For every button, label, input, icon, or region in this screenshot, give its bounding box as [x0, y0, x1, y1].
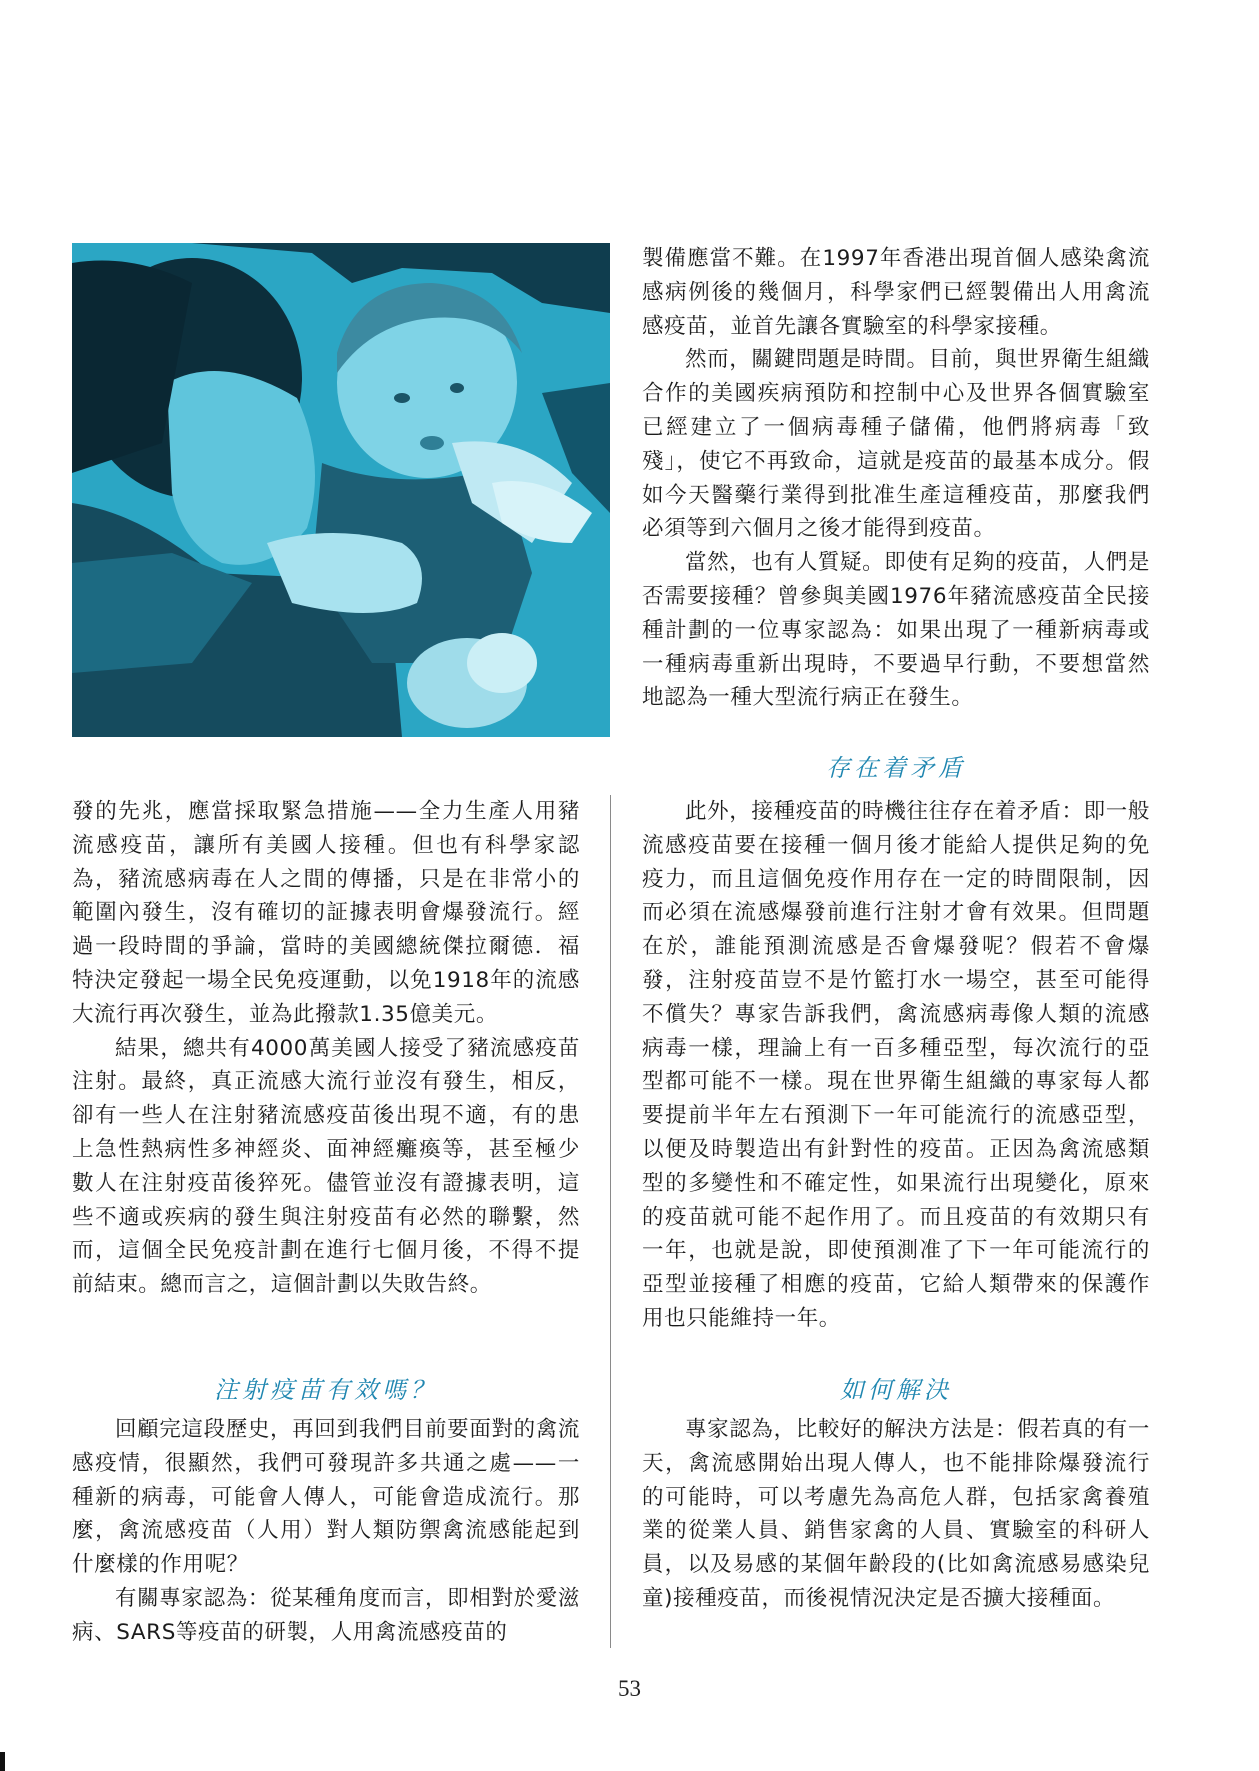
paragraph: 專家認為，比較好的解決方法是：假若真的有一天，禽流感開始出現人傳人，也不能排除爆發流行的可能時，可以考慮先為高危人群，包括家禽養殖業的從業人員、銷售家禽的人員、實驗室的科研人員，以及易感的某個年齡段的(比如禽流感易感染兒童)接種疫苗，而後視情況決定是否擴大接種面。 [642, 1417, 1150, 1611]
paragraph: 結果，總共有4000萬美國人接受了豬流感疫苗注射。最終，真正流感大流行並沒有發生，相反，卻有一些人在注射豬流感疫苗後出現不適，有的患上急性熱病性多神經炎、面神經癱瘓等，甚至極少數人在注射疫苗後猝死。儘管並沒有證據表明，這些不適或疾病的發生與注射疫苗有必然的聯繫，然而，這個全民免疫計劃在進行七個月後，不得不提前結束。總而言之，這個計劃以失敗告終。 [72, 1035, 580, 1298]
left-column-lower [72, 795, 580, 1302]
paragraph: 回顧完這段歷史，再回到我們目前要面對的禽流感疫情，很顯然，我們可發現許多共通之處——一種新的病毒，可能會人傳人，可能會造成流行。那麼，禽流感疫苗（人用）對人類防禦禽流感能起到什麼樣的作用呢？ [72, 1417, 580, 1578]
paragraph: 有關專家認為：從某種角度而言，即相對於愛滋病、SARS等疫苗的研製，人用禽流感疫苗的 [72, 1585, 580, 1645]
page-number: 53 [618, 1676, 641, 1701]
scan-edge-mark [0, 1752, 5, 1771]
photo-illustration [72, 243, 610, 737]
paragraph: 然而，關鍵問題是時間。目前，與世界衛生組織合作的美國疾病預防和控制中心及世界各個實驗室已經建立了一個病毒種子儲備，他們將病毒「致殘」，使它不再致命，這就是疫苗的最基本成分。假如今天醫藥行業得到批准生產這種疫苗，那麼我們必須等到六個月之後才能得到疫苗。 [642, 347, 1150, 542]
right-column-lower [642, 795, 1150, 1336]
paragraph: 製備應當不難。在1997年香港出現首個人感染禽流感病例後的幾個月，科學家們已經製備出人用禽流感疫苗，並首先讓各實驗室的科學家接種。 [642, 246, 1150, 339]
column-divider [610, 795, 611, 1648]
paragraph: 發的先兆，應當採取緊急措施——全力生產人用豬流感疫苗，讓所有美國人接種。但也有科學家認為，豬流感病毒在人之間的傳播，只是在非常小的範圍內發生，沒有確切的証據表明會爆發流行。經過一段時間的爭論，當時的美國總統傑拉爾德．福特決定發起一場全民免疫運動，以免1918年的流感大流行再次發生，並為此撥款1.35億美元。 [72, 799, 580, 1027]
paragraph: 此外，接種疫苗的時機往往存在着矛盾：即一般流感疫苗要在接種一個月後才能給人提供足夠的免疫力，而且這個免疫作用存在一定的時間限制，因而必須在流感爆發前進行注射才會有效果。但問題在於，誰能預測流感是否會爆發呢？假若不會爆發，注射疫苗豈不是竹籃打水一場空，甚至可能得不償失？專家告訴我們，禽流感病毒像人類的流感病毒一樣，理論上有一百多種亞型，每次流行的亞型都可能不一樣。現在世界衛生組織的專家每人都要提前半年左右預測下一年可能流行的流感亞型，以便及時製造出有針對性的疫苗。正因為禽流感類型的多變性和不確定性，如果流行出現變化，原來的疫苗就可能不起作用了。而且疫苗的有效期只有一年，也就是說，即使預測准了下一年可能流行的亞型並接種了相應的疫苗，它給人類帶來的保護作用也只能維持一年。 [642, 799, 1150, 1331]
section-heading-solution: 如何解決 [840, 1376, 952, 1404]
photo-child-vaccination [72, 243, 610, 737]
paragraph: 當然，也有人質疑。即使有足夠的疫苗，人們是否需要接種？曾參與美國1976年豬流感疫苗全民接種計劃的一位專家認為：如果出現了一種新病毒或一種病毒重新出現時，不要過早行動，不要想當然地認為一種大型流行病正在發生。 [642, 550, 1150, 711]
left-column-bottom [72, 1413, 580, 1650]
right-column-bottom [642, 1413, 1150, 1616]
section-heading-effective: 注射疫苗有效嗎？ [214, 1376, 438, 1404]
section-heading-contradiction: 存在着矛盾 [826, 754, 966, 782]
right-column-upper [642, 242, 1150, 715]
